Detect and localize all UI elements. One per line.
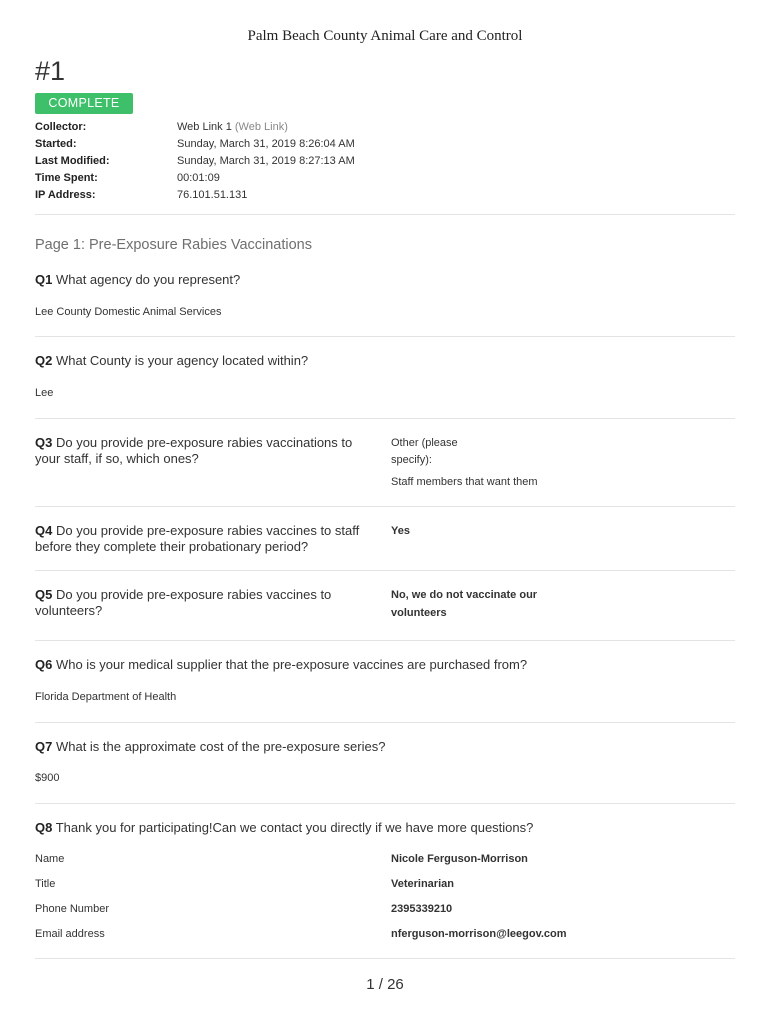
contact-label-phone: Phone Number xyxy=(35,903,109,915)
ip-address-label: IP Address: xyxy=(35,189,96,201)
ip-address-value: 76.101.51.131 xyxy=(177,189,248,201)
answer-choice-line-2: specify): xyxy=(391,454,432,466)
answer-6: Florida Department of Health xyxy=(35,691,177,703)
started-label: Started: xyxy=(35,138,77,150)
divider xyxy=(35,722,735,723)
page-header-title: Palm Beach County Animal Care and Control xyxy=(247,28,523,44)
question-2 xyxy=(35,353,308,369)
question-8 xyxy=(35,820,533,836)
question-text-line-2: your staff, if so, which ones? xyxy=(35,451,199,466)
answer-choice-line-1: Other (please xyxy=(391,437,458,449)
answer-line-2: volunteers xyxy=(391,607,447,619)
question-5 xyxy=(35,587,331,619)
question-6 xyxy=(35,657,527,673)
survey-page-title: Page 1: Pre-Exposure Rabies Vaccinations xyxy=(35,237,312,253)
divider xyxy=(35,803,735,804)
response-number: #1 xyxy=(35,56,66,86)
question-number: Q4 xyxy=(35,523,53,538)
answer-7: $900 xyxy=(35,772,60,784)
question-number: Q3 xyxy=(35,435,53,450)
divider xyxy=(35,640,735,641)
question-4 xyxy=(35,523,359,555)
divider xyxy=(35,506,735,507)
contact-label-name: Name xyxy=(35,853,65,865)
collector-type: (Web Link) xyxy=(234,121,288,133)
contact-value-email: nferguson-morrison@leegov.com xyxy=(391,928,567,940)
question-number: Q7 xyxy=(35,739,53,754)
time-spent-label: Time Spent: xyxy=(35,172,98,184)
question-number: Q5 xyxy=(35,587,53,602)
collector-label: Collector: xyxy=(35,121,87,133)
question-text-line-2: before they complete their probationary period? xyxy=(35,539,309,554)
question-text-line-1: Do you provide pre-exposure rabies vaccines to xyxy=(55,587,332,602)
contact-value-phone: 2395339210 xyxy=(391,903,453,915)
question-7 xyxy=(35,739,385,755)
question-text-line-1: Do you provide pre-exposure rabies vaccines to staff xyxy=(55,523,360,538)
page-indicator: 1 / 26 xyxy=(366,976,404,993)
contact-value-title: Veterinarian xyxy=(391,878,454,890)
answer-line-1: No, we do not vaccinate our xyxy=(391,589,538,601)
modified-label: Last Modified: xyxy=(35,155,110,167)
question-number: Q8 xyxy=(35,820,53,835)
divider xyxy=(35,418,735,419)
answer-5 xyxy=(391,586,537,622)
answer-4: Yes xyxy=(391,525,410,537)
question-text-line-2: volunteers? xyxy=(35,603,103,618)
collector-value xyxy=(177,121,288,133)
modified-value: Sunday, March 31, 2019 8:27:13 AM xyxy=(177,155,355,167)
divider xyxy=(35,336,735,337)
divider xyxy=(35,570,735,571)
contact-value-name: Nicole Ferguson-Morrison xyxy=(391,853,528,865)
question-text-line-1: Do you provide pre-exposure rabies vaccinations to xyxy=(55,435,353,450)
question-3 xyxy=(35,435,352,467)
question-text: What is the approximate cost of the pre-exposure series? xyxy=(55,739,386,754)
answer-3-detail: Staff members that want them xyxy=(391,476,538,488)
time-spent-value: 00:01:09 xyxy=(177,172,220,184)
status-badge: COMPLETE xyxy=(35,93,133,114)
divider xyxy=(35,958,735,959)
question-number: Q2 xyxy=(35,353,53,368)
contact-label-email: Email address xyxy=(35,928,105,940)
question-text: Thank you for participating!Can we contact you directly if we have more questions? xyxy=(55,820,534,835)
question-number: Q1 xyxy=(35,272,53,287)
answer-1: Lee County Domestic Animal Services xyxy=(35,306,222,318)
divider xyxy=(35,214,735,215)
answer-3-choice xyxy=(391,435,458,469)
question-number: Q6 xyxy=(35,657,53,672)
started-value: Sunday, March 31, 2019 8:26:04 AM xyxy=(177,138,355,150)
answer-2: Lee xyxy=(35,387,54,399)
question-1 xyxy=(35,272,240,288)
collector-name: Web Link 1 xyxy=(177,121,232,133)
question-text: What agency do you represent? xyxy=(55,272,241,287)
question-text: What County is your agency located within? xyxy=(55,353,309,368)
contact-label-title: Title xyxy=(35,878,56,890)
question-text: Who is your medical supplier that the pre-exposure vaccines are purchased from? xyxy=(55,657,528,672)
